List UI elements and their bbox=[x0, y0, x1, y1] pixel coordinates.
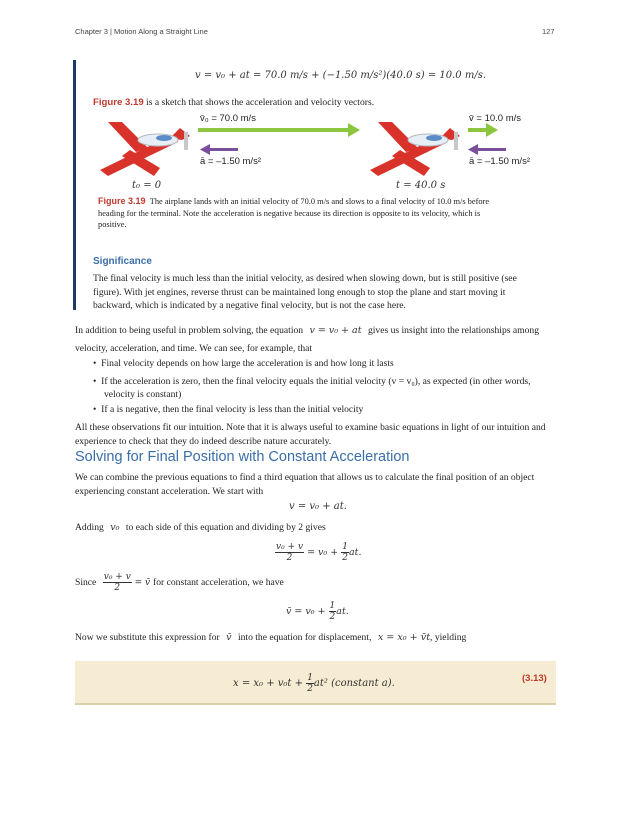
bullet-2-text: If the acceleration is zero, then the final velocity equals the initial velocity (v = v₀), as expected (in other words, bbox=[101, 376, 531, 387]
subst-text-a: Now we substitute this expression for bbox=[75, 632, 220, 643]
bullet-1-text: Final velocity depends on how large the acceleration is and how long it lasts bbox=[101, 358, 394, 369]
significance-line-2: figure). With jet engines, reverse thrust can be maintained long enough to stop the plane and start moving it bbox=[93, 286, 506, 298]
since-line bbox=[75, 572, 284, 593]
equation-number: (3.13) bbox=[522, 673, 547, 684]
intro-text-b: gives us insight into the relationships among bbox=[367, 325, 540, 336]
subst-text-b: into the equation for displacement, bbox=[237, 632, 372, 643]
velocity-arrow-right bbox=[468, 123, 498, 137]
since-text-b: for constant acceleration, we have bbox=[153, 577, 284, 588]
bullet-2-cont: velocity is constant) bbox=[104, 389, 182, 400]
airplane-right-icon bbox=[370, 122, 460, 176]
since-equals: = v̄ bbox=[134, 578, 151, 588]
figure-ref-label[interactable]: Figure 3.19 bbox=[93, 97, 144, 108]
bullet-1: • Final velocity depends on how large the acceleration is and how long it lasts bbox=[93, 358, 394, 369]
intro-paragraph bbox=[75, 322, 557, 358]
eq2-half-den: 2 bbox=[342, 553, 348, 563]
caption-line-2: heading for the terminal. Note the acceleration is negative because its direction is opposite to its velocity, which is bbox=[98, 208, 481, 218]
t-label: t = 40.0 s bbox=[396, 180, 446, 191]
figure-ref-line bbox=[93, 96, 374, 110]
eq2-tail: at. bbox=[348, 547, 362, 558]
bullet-2: • If the acceleration is zero, then the final velocity equals the initial velocity (v = v₀), as expected (in other words, bbox=[93, 376, 531, 387]
subst-text-c: , yielding bbox=[430, 632, 467, 643]
adding-line bbox=[75, 521, 326, 535]
final-equation bbox=[233, 673, 395, 694]
significance-line-1: The final velocity is much less than the initial velocity, as desired when slowing down, but is still positive (see bbox=[93, 273, 517, 284]
subst-equation: x = x₀ + v̄t bbox=[377, 632, 431, 643]
final-eq-tail: at² (constant a). bbox=[313, 678, 395, 689]
v0-label: v̄₀ = 70.0 m/s bbox=[200, 113, 256, 124]
equation-2 bbox=[275, 542, 361, 563]
figure-ref-text: is a sketch that shows the acceleration and velocity vectors. bbox=[143, 97, 375, 108]
a-right-label: ā = –1.50 m/s² bbox=[469, 156, 530, 167]
substitute-line bbox=[75, 631, 466, 645]
intro-equation: v = v₀ + at bbox=[309, 325, 362, 336]
eq2-numerator: v₀ + v bbox=[276, 542, 304, 552]
airplane-left-icon bbox=[100, 122, 190, 176]
top-equation: v = v₀ + at = 70.0 m/s + (−1.50 m/s²)(40.0 s) = 10.0 m/s. bbox=[195, 70, 487, 81]
since-text-a: Since bbox=[75, 577, 97, 588]
since-denominator: 2 bbox=[114, 583, 121, 593]
intro-line-2: velocity, acceleration, and time. We can see, for example, that bbox=[75, 343, 313, 354]
equation-1: v = v₀ + at. bbox=[289, 501, 347, 512]
observations-line-1: All these observations fit our intuition. Note that it is always useful to examine basic equations in light of our intuition and bbox=[75, 422, 546, 433]
eq2-denominator: 2 bbox=[286, 553, 293, 563]
figure-caption bbox=[98, 196, 543, 231]
section-para-line-1: We can combine the previous equations to find a third equation that allows us to calculate the final position of an object bbox=[75, 472, 535, 483]
since-numerator: v₀ + v bbox=[103, 572, 131, 582]
acceleration-arrow-right bbox=[468, 144, 506, 155]
adding-text-b: to each side of this equation and dividing by 2 gives bbox=[125, 522, 326, 533]
significance-title: Significance bbox=[93, 256, 152, 267]
a-left-label: ā = –1.50 m/s² bbox=[200, 156, 261, 167]
caption-label: Figure 3.19 bbox=[98, 196, 146, 206]
adding-text-a: Adding bbox=[75, 522, 104, 533]
caption-line-1: The airplane lands with an initial velocity of 70.0 m/s and slows to a final velocity of 10.0 m/s before bbox=[149, 197, 490, 206]
acceleration-arrow-left bbox=[200, 144, 238, 155]
final-half-den: 2 bbox=[307, 684, 313, 694]
significance-text bbox=[93, 272, 553, 313]
observations-paragraph bbox=[75, 421, 557, 448]
significance-line-3: backward, which is indicated by a negative final velocity, but is not the case here. bbox=[93, 300, 406, 312]
equation-3-13-box bbox=[75, 661, 556, 705]
eq3-lhs: v̄ = v₀ + bbox=[286, 606, 329, 617]
adding-variable: v₀ bbox=[110, 522, 120, 533]
final-eq-lhs: x = x₀ + v₀t + bbox=[233, 678, 307, 689]
caption-line-3: positive. bbox=[98, 220, 127, 230]
eq2-rhs: = v₀ + bbox=[307, 547, 342, 558]
bullet-3: • If a is negative, then the final velocity is less than the initial velocity bbox=[93, 404, 364, 415]
equation-3 bbox=[286, 601, 349, 622]
eq2-half-num: 1 bbox=[342, 542, 348, 552]
section-title: Solving for Final Position with Constant Acceleration bbox=[75, 449, 410, 465]
velocity-arrow-left bbox=[198, 123, 360, 137]
bullet-3-text: If a is negative, then the final velocity is less than the initial velocity bbox=[101, 404, 364, 415]
intro-text-a: In addition to being useful in problem solving, the equation bbox=[75, 325, 304, 336]
eq3-half-den: 2 bbox=[329, 612, 336, 622]
chapter-header: Chapter 3 | Motion Along a Straight Line bbox=[75, 27, 208, 36]
observations-line-2: experience to check that they do indeed describe nature accurately. bbox=[75, 435, 332, 447]
section-para-line-2: experiencing constant acceleration. We start with bbox=[75, 485, 264, 497]
final-half-num: 1 bbox=[307, 673, 313, 683]
eq3-tail: at. bbox=[336, 606, 349, 617]
eq3-half-num: 1 bbox=[329, 601, 336, 611]
example-accent-bar bbox=[73, 60, 76, 310]
v-label: v̄ = 10.0 m/s bbox=[469, 113, 522, 124]
page-number: 127 bbox=[542, 27, 555, 36]
t0-label: t₀ = 0 bbox=[132, 180, 162, 191]
section-paragraph-1 bbox=[75, 471, 557, 498]
subst-variable: v̄ bbox=[226, 632, 232, 643]
